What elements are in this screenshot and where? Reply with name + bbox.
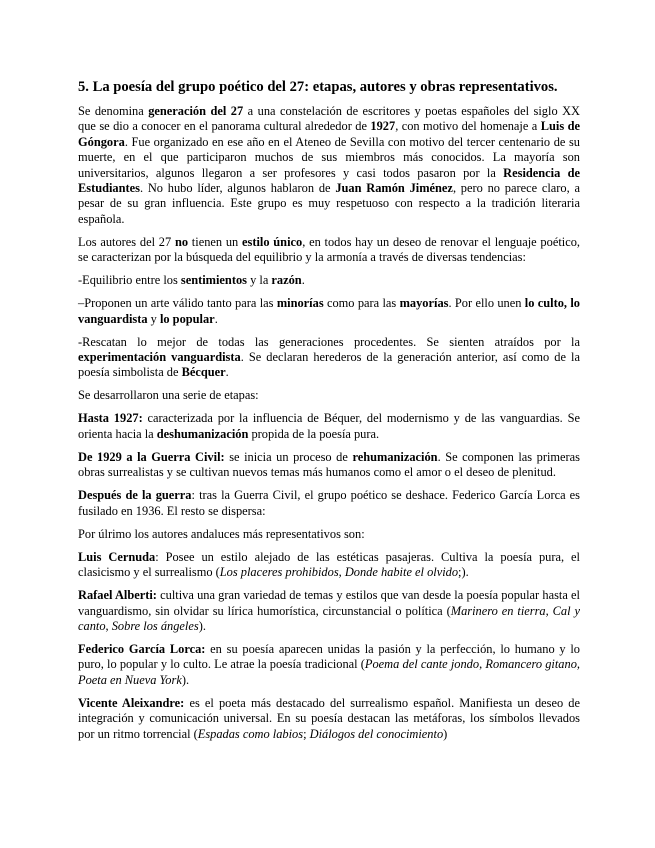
text-run: –Proponen un arte válido tanto para las — [78, 296, 277, 311]
text-run: . — [225, 365, 229, 380]
text-run: ; — [303, 726, 310, 741]
text-run: Por úlrimo los autores andaluces más representativos son: — [78, 526, 365, 541]
bold-run: lo culto, lo vanguardista — [78, 296, 580, 326]
text-run: : Posee un estilo alejado de las estéticas pasajeras. Cultiva la poesía pura, el clasicismo y el surrealismo ( — [78, 549, 580, 580]
paragraph-luis-cernuda — [78, 550, 580, 581]
italic-run: Espadas como labios — [197, 726, 304, 741]
italic-run: Los placeres prohibidos, Donde habite el olvido — [219, 565, 459, 580]
text-run: se inicia un proceso de — [224, 449, 353, 464]
bold-run: Vicente Aleixandre: — [78, 695, 185, 710]
bold-run: Luis de Góngora — [78, 119, 580, 149]
paragraph-rafael-alberti — [78, 588, 580, 634]
text-run: a una constelación de escritores y poetas españoles del siglo XX que se dio a conocer en el panorama cultural alrededor de — [78, 104, 581, 134]
paragraph-etapas-intro — [78, 388, 580, 403]
paragraph-equilibrio — [78, 273, 580, 288]
text-run: ) — [443, 726, 448, 741]
text-run: caracterizada por la influencia de Béquer, del modernismo y de las vanguardias. Se orienta hacia la — [78, 411, 581, 441]
italic-run: Sobre los ángeles — [111, 618, 199, 633]
bold-run: Juan Ramón Jiménez — [335, 181, 453, 196]
paragraph-hasta-1927 — [78, 411, 580, 442]
text-run: -Rescatan lo mejor de todas las generaciones procedentes. Se sienten atraídos por la — [78, 334, 580, 349]
bold-run: Hasta 1927: — [78, 411, 143, 426]
bold-run: sentimientos — [180, 273, 247, 288]
text-run: tienen un — [188, 234, 242, 249]
text-run: en su poesía aparecen unidas la pasión y la perfección, lo humano y lo puro, lo popular y lo culto. Le atrae la poesía tradicional ( — [78, 641, 580, 672]
text-run: es el poeta más destacado del surrealismo español. Manifiesta un deseo de integración y comunicación universal. En su poesía destacan las metáforas, los símbolos llevados por un ritmo torrencial ( — [78, 695, 580, 741]
paragraph-rescatan — [78, 335, 580, 381]
text-run: , — [479, 657, 486, 672]
text-run: y — [147, 311, 160, 326]
text-run: -Equilibrio entre los — [78, 273, 181, 288]
text-run: . Por ello unen — [448, 296, 525, 311]
bold-run: Luis Cernuda — [78, 549, 156, 564]
text-run: ;). — [458, 565, 469, 580]
bold-run: minorías — [276, 296, 324, 311]
text-run: , con motivo del homenaje a — [395, 119, 541, 134]
text-run: . Se componen las primeras obras surrealistas y se cultivan nuevos temas más humanos como el amor o el deseo de plenitud. — [78, 449, 581, 480]
text-run: . — [301, 273, 305, 288]
text-run: ). — [198, 618, 206, 633]
bold-run: no — [174, 234, 189, 249]
paragraph-autores-intro — [78, 527, 580, 542]
text-run: como para las — [323, 296, 400, 311]
bold-run: Federico García Lorca: — [78, 641, 206, 656]
bold-run: Bécquer — [181, 365, 226, 380]
paragraph-minorias-mayorias — [78, 296, 580, 327]
paragraph-estilo — [78, 235, 580, 266]
italic-run: Poema del cante jondo — [364, 657, 480, 672]
section-title: 5. La poesía del grupo poético del 27: etapas, autores y obras representativos. — [78, 79, 558, 95]
paragraph-garcia-lorca — [78, 642, 580, 688]
bold-run: Residencia de Estudiantes — [78, 165, 580, 196]
text-run: Se denomina — [78, 104, 149, 118]
text-run: propida de la poesía pura. — [248, 426, 380, 441]
text-run: y la — [246, 273, 272, 288]
bold-run: estilo único — [242, 234, 303, 249]
text-run: ). — [181, 672, 190, 687]
bold-run: mayorías — [399, 296, 449, 311]
text-run: : tras la Guerra Civil, el grupo poético se deshace. Federico García Lorca es fusilado en 1936. El resto se dispersa: — [78, 488, 580, 518]
text-run: Los autores del 27 — [78, 234, 175, 249]
text-run: , — [105, 618, 112, 633]
italic-run: Diálogos del conocimiento — [309, 726, 444, 741]
bold-run: Rafael Alberti: — [78, 588, 157, 603]
italic-run: Marinero en tierra, Cal y canto — [78, 603, 580, 633]
bold-run: De 1929 a la Guerra Civil: — [78, 449, 225, 464]
bold-run: lo popular — [159, 311, 215, 326]
bold-run: deshumanización — [156, 426, 249, 441]
text-run: , en todos hay un deseo de renovar el lenguaje poético, se caracterizan por la búsqueda del equilibrio y la armonía a través de diversas tendencias: — [78, 234, 580, 265]
text-run: . — [214, 311, 218, 326]
paragraph-1929-guerra-civil — [78, 450, 580, 481]
bold-run: experimentación vanguardista — [78, 350, 241, 365]
paragraph-generacion-27 — [78, 104, 580, 227]
bold-run: 1927 — [370, 119, 396, 134]
bold-run: rehumanización — [352, 449, 438, 464]
text-run: . Fue organizado en ese año en el Ateneo de Sevilla con motivo del tercer centenario de su muerte, en el que participaron muchos de sus miembros más conocidos. La mayoría son universitarios, algunos llegaron a ser profesores y casi todos pasaron por la — [78, 134, 580, 180]
italic-run: Romancero gitano, Poeta en Nueva York — [78, 657, 580, 687]
text-run: . No hubo líder, algunos hablaron de — [139, 181, 336, 196]
bold-run: razón — [271, 273, 302, 288]
bold-run: Después de la guerra — [78, 488, 192, 503]
bold-run: generación del 27 — [148, 104, 244, 118]
text-run: . Se declaran herederos de la generación anterior, así como de la poesía simbolista de — [78, 350, 580, 380]
text-run: cultiva una gran variedad de temas y estilos que van desde la poesía popular hasta el vanguardismo, sin olvidar su lírica humorística, circunstancial o política ( — [78, 588, 580, 618]
text-run: , pero no parece claro, a pesar de su gran influencia. Este grupo es muy respetuoso con respecto a la tradición literaria española. — [78, 181, 580, 226]
text-run: Se desarrollaron una serie de etapas: — [78, 388, 259, 403]
paragraph-vicente-aleixandre — [78, 696, 580, 742]
paragraph-despues-guerra — [78, 488, 580, 519]
